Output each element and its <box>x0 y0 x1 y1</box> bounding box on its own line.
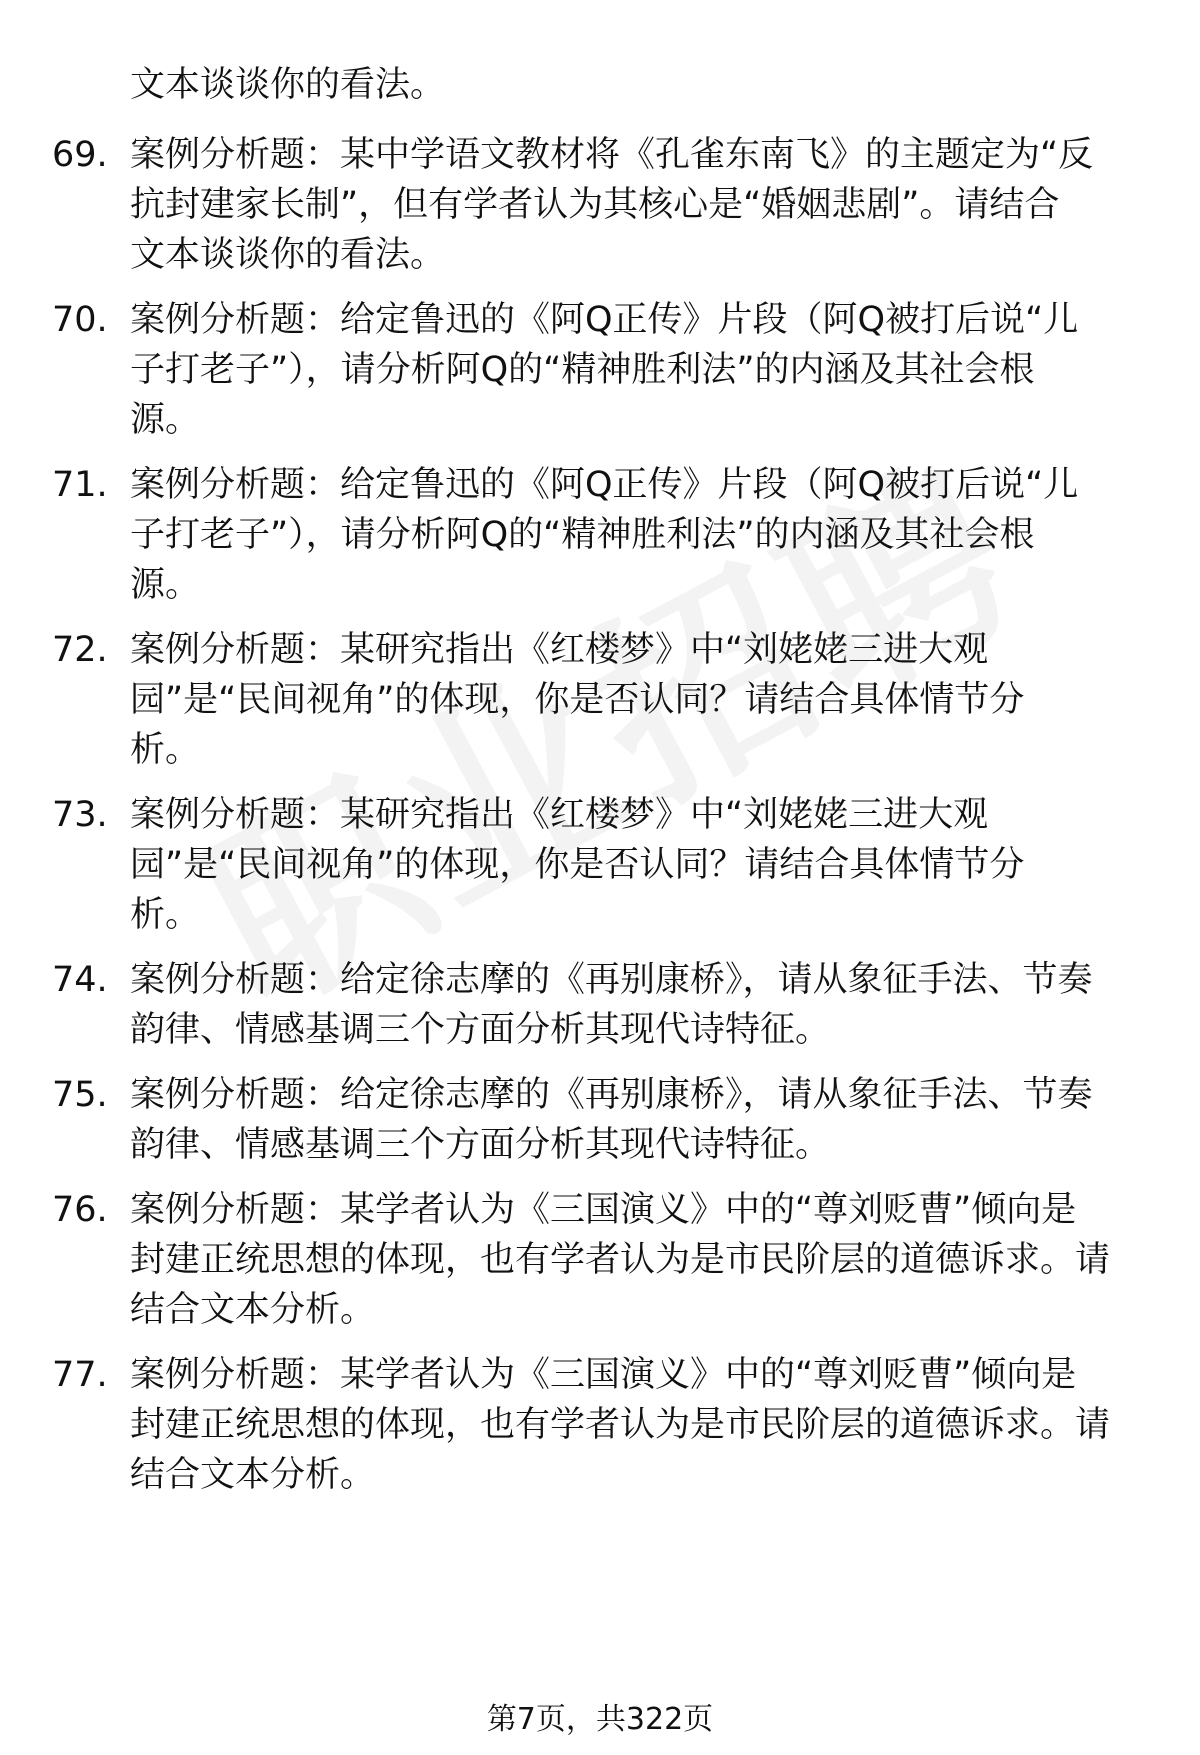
question-text <box>130 1185 1140 1335</box>
question-line: 源。 <box>130 400 201 440</box>
question-line: 园”是“民间视角”的体现，你是否认同？请结合具体情节分 <box>130 680 1025 720</box>
question-text <box>130 295 1140 445</box>
question-line: 案例分析题：给定徐志摩的《再别康桥》，请从象征手法、节奏 <box>130 1075 1093 1115</box>
question-line: 结合文本分析。 <box>130 1455 376 1495</box>
question-number: 71. <box>52 465 108 505</box>
question-line: 封建正统思想的体现，也有学者认为是市民阶层的道德诉求。请 <box>130 1405 1111 1445</box>
question-text <box>130 955 1140 1055</box>
question-line: 封建正统思想的体现，也有学者认为是市民阶层的道德诉求。请 <box>130 1240 1111 1280</box>
continued-text: 文本谈谈你的看法。 <box>130 65 446 105</box>
question-line: 文本谈谈你的看法。 <box>130 235 446 275</box>
question-text <box>130 1350 1140 1500</box>
question-text <box>130 460 1140 610</box>
question-line: 案例分析题：某学者认为《三国演义》中的“尊刘贬曹”倾向是 <box>130 1355 1077 1395</box>
question-number: 72. <box>52 630 108 670</box>
question-text <box>130 790 1140 940</box>
question-line: 抗封建家长制”，但有学者认为其核心是“婚姻悲剧”。请结合 <box>130 185 1060 225</box>
question-line: 案例分析题：某学者认为《三国演义》中的“尊刘贬曹”倾向是 <box>130 1190 1077 1230</box>
question-number: 77. <box>52 1355 108 1395</box>
question-line: 园”是“民间视角”的体现，你是否认同？请结合具体情节分 <box>130 845 1025 885</box>
question-line: 源。 <box>130 565 201 605</box>
question-line: 子打老子”），请分析阿Q的“精神胜利法”的内涵及其社会根 <box>130 515 1035 555</box>
question-line: 韵律、情感基调三个方面分析其现代诗特征。 <box>130 1125 831 1165</box>
question-text <box>130 1070 1140 1170</box>
question-line: 案例分析题：给定鲁迅的《阿Q正传》片段（阿Q被打后说“儿 <box>130 465 1079 505</box>
question-line: 子打老子”），请分析阿Q的“精神胜利法”的内涵及其社会根 <box>130 350 1035 390</box>
question-number: 69. <box>52 135 108 175</box>
question-line: 案例分析题：某研究指出《红楼梦》中“刘姥姥三进大观 <box>130 630 989 670</box>
page-footer: 第7页，共322页 <box>486 1702 714 1737</box>
question-line: 韵律、情感基调三个方面分析其现代诗特征。 <box>130 1010 831 1050</box>
question-line: 案例分析题：某研究指出《红楼梦》中“刘姥姥三进大观 <box>130 795 989 835</box>
question-text <box>130 625 1140 775</box>
question-line: 结合文本分析。 <box>130 1290 376 1330</box>
question-line: 析。 <box>130 730 201 770</box>
question-text <box>130 130 1140 280</box>
question-number: 73. <box>52 795 108 835</box>
question-number: 75. <box>52 1075 108 1115</box>
question-number: 74. <box>52 960 108 1000</box>
question-line: 析。 <box>130 895 201 935</box>
question-line: 案例分析题：某中学语文教材将《孔雀东南飞》的主题定为“反 <box>130 135 1094 175</box>
question-number: 76. <box>52 1190 108 1230</box>
question-line: 案例分析题：给定徐志摩的《再别康桥》，请从象征手法、节奏 <box>130 960 1093 1000</box>
question-line: 案例分析题：给定鲁迅的《阿Q正传》片段（阿Q被打后说“儿 <box>130 300 1079 340</box>
question-number: 70. <box>52 300 108 340</box>
